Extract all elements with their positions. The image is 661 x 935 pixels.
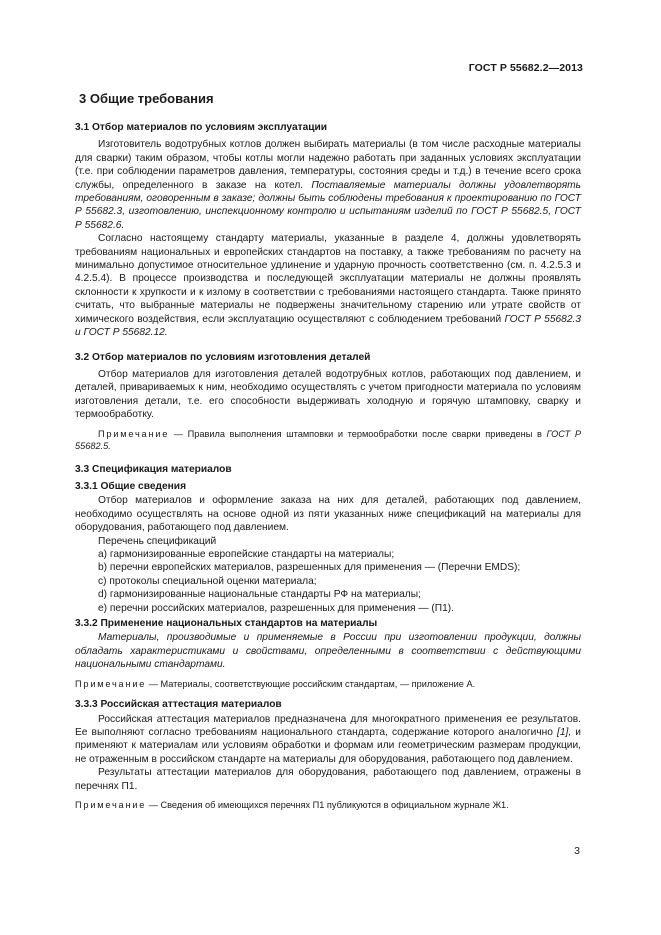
section-3-3-1-heading: 3.3.1 Общие сведения bbox=[75, 480, 187, 492]
bibliography-reference: [1], bbox=[557, 726, 572, 738]
note-label: Примечание bbox=[75, 678, 147, 689]
section-3-heading: 3 Общие требования bbox=[79, 91, 214, 106]
note-label: Примечание bbox=[98, 428, 170, 439]
section-3-2-note bbox=[75, 428, 581, 453]
document-code: ГОСТ Р 55682.2—2013 bbox=[468, 62, 583, 74]
paragraph-text: и применяют к материалам или условиям обработки и формам или геометрическим размерам продукции, не отраженным в российском стандарте на материалы для оборудования, работающего под давлением. bbox=[75, 726, 581, 765]
section-3-3-2-paragraph bbox=[75, 631, 581, 671]
section-3-3-2-heading: 3.3.2 Применение национальных стандартов на материалы bbox=[75, 618, 378, 629]
section-3-3-1-paragraph: Отбор материалов и оформление заказа на них для деталей, работающих под давлением, необходимо осуществлять на основе одной из пяти указанных ниже спецификаций на материалы для оборудования, работающего под давлением. bbox=[75, 495, 581, 534]
section-3-3-3-note bbox=[75, 799, 581, 812]
section-3-3-3-paragraph-2: Результаты аттестации материалов для оборудования, работающего под давлением, отражены в перечнях П1. bbox=[75, 767, 581, 792]
section-3-3-2-note bbox=[75, 678, 581, 691]
paragraph-italic-text: Поставляемые материалы должны удовлетворять требованиям, оговоренным в заказе; должны быть соблюдены требования к проектированию по ГОСТ Р 55682.3, изготовлению, инспекционному контролю и испытаниям изделий по ГОСТ Р 55682.5, ГОСТ Р 55682.6. bbox=[75, 179, 581, 231]
section-3-3-3-paragraph-1 bbox=[75, 713, 581, 767]
note-reference: ГОСТ Р 55682.5. bbox=[75, 428, 581, 452]
specification-list-title: Перечень спецификаций bbox=[98, 535, 217, 547]
note-text: — Сведения об имеющихся перечнях П1 публикуются в официальном журнале Ж1. bbox=[146, 799, 509, 810]
page-number: 3 bbox=[574, 845, 580, 857]
section-3-1-paragraph-2 bbox=[75, 232, 581, 339]
list-item: c) протоколы специальной оценки материала; bbox=[98, 575, 317, 587]
section-3-2-paragraph: Отбор материалов для изготовления деталей водотрубных котлов, работающих под давлением, и деталей, привариваемых к ним, необходимо осуществлять с учетом пригодности материала по условиям изготовления детали, т.е. его способности выдерживать холодную и горячую штамповку, сварку и термообработку. bbox=[75, 368, 581, 421]
section-3-3-3-heading: 3.3.3 Российская аттестация материалов bbox=[75, 699, 282, 711]
list-item: e) перечни российских материалов, разрешенных для применения — (П1). bbox=[98, 602, 454, 614]
list-item: a) гармонизированные европейские стандарты на материалы; bbox=[98, 548, 395, 560]
specification-list bbox=[75, 548, 581, 615]
paragraph-text: Изготовитель водотрубных котлов должен выбирать материалы (в том числе расходные материалы для сварки) таким образом, чтобы котлы могли надежно работать при заданных условиях эксплуатации (т.е. при соблюдении параметров давления, температуры, состояния среды и т.д.) в течение всего срока службы, определенного в заказе на котел. bbox=[75, 139, 581, 191]
paragraph-italic-text: ГОСТ Р 55682.3 и ГОСТ Р 55682.12. bbox=[75, 313, 582, 339]
section-3-2-heading: 3.2 Отбор материалов по условиям изготовления деталей bbox=[75, 351, 371, 363]
section-3-1-heading: 3.1 Отбор материалов по условиям эксплуатации bbox=[75, 122, 328, 133]
list-item: d) гармонизированные национальные стандарты РФ на материалы; bbox=[98, 589, 421, 601]
italic-text: Материалы, производимые и применяемые в России при изготовлении продукции, должны обладать характеристиками и свойствами, определенными в соответствии с действующими национальными стандартами. bbox=[75, 632, 581, 671]
note-text: — Правила выполнения штамповки и термообработки после сварки приведены в bbox=[169, 428, 547, 439]
paragraph-text: Российская аттестация материалов предназначена для многократного применения ее результатов. Ее выполняют согласно требованиям национального стандарта, содержание которого аналогично bbox=[75, 713, 581, 738]
note-text: — Материалы, соответствующие российским стандартам, — приложение А. bbox=[146, 678, 476, 689]
section-3-1-paragraph-1 bbox=[75, 138, 581, 232]
section-3-3-heading: 3.3 Спецификация материалов bbox=[75, 463, 232, 475]
page-body bbox=[75, 90, 581, 819]
list-item: b) перечни европейских материалов, разрешенных для применения — (Перечни EMDS); bbox=[98, 562, 521, 574]
paragraph-text: Согласно настоящему стандарту материалы, указанные в разделе 4, должны удовлетворять требованиям национальных и европейских стандартов на поставку, а также требованиям по расчету на минимально допустимое относительное удлинение и ударную прочность соответственно (см. п. 4.2.5.3 и 4.2.5.4). В процессе производства и последующей эксплуатации материалы не должны проявлять склонности к хрупкости и к излому в соответствии с требованиями настоящего стандарта. Также принято считать, что выбранные материалы не подвержены значительному старению или утрате свойств от химического воздействия, если эксплуатацию осуществляют с соблюдением требований bbox=[75, 233, 581, 325]
note-label: Примечание bbox=[75, 799, 147, 810]
